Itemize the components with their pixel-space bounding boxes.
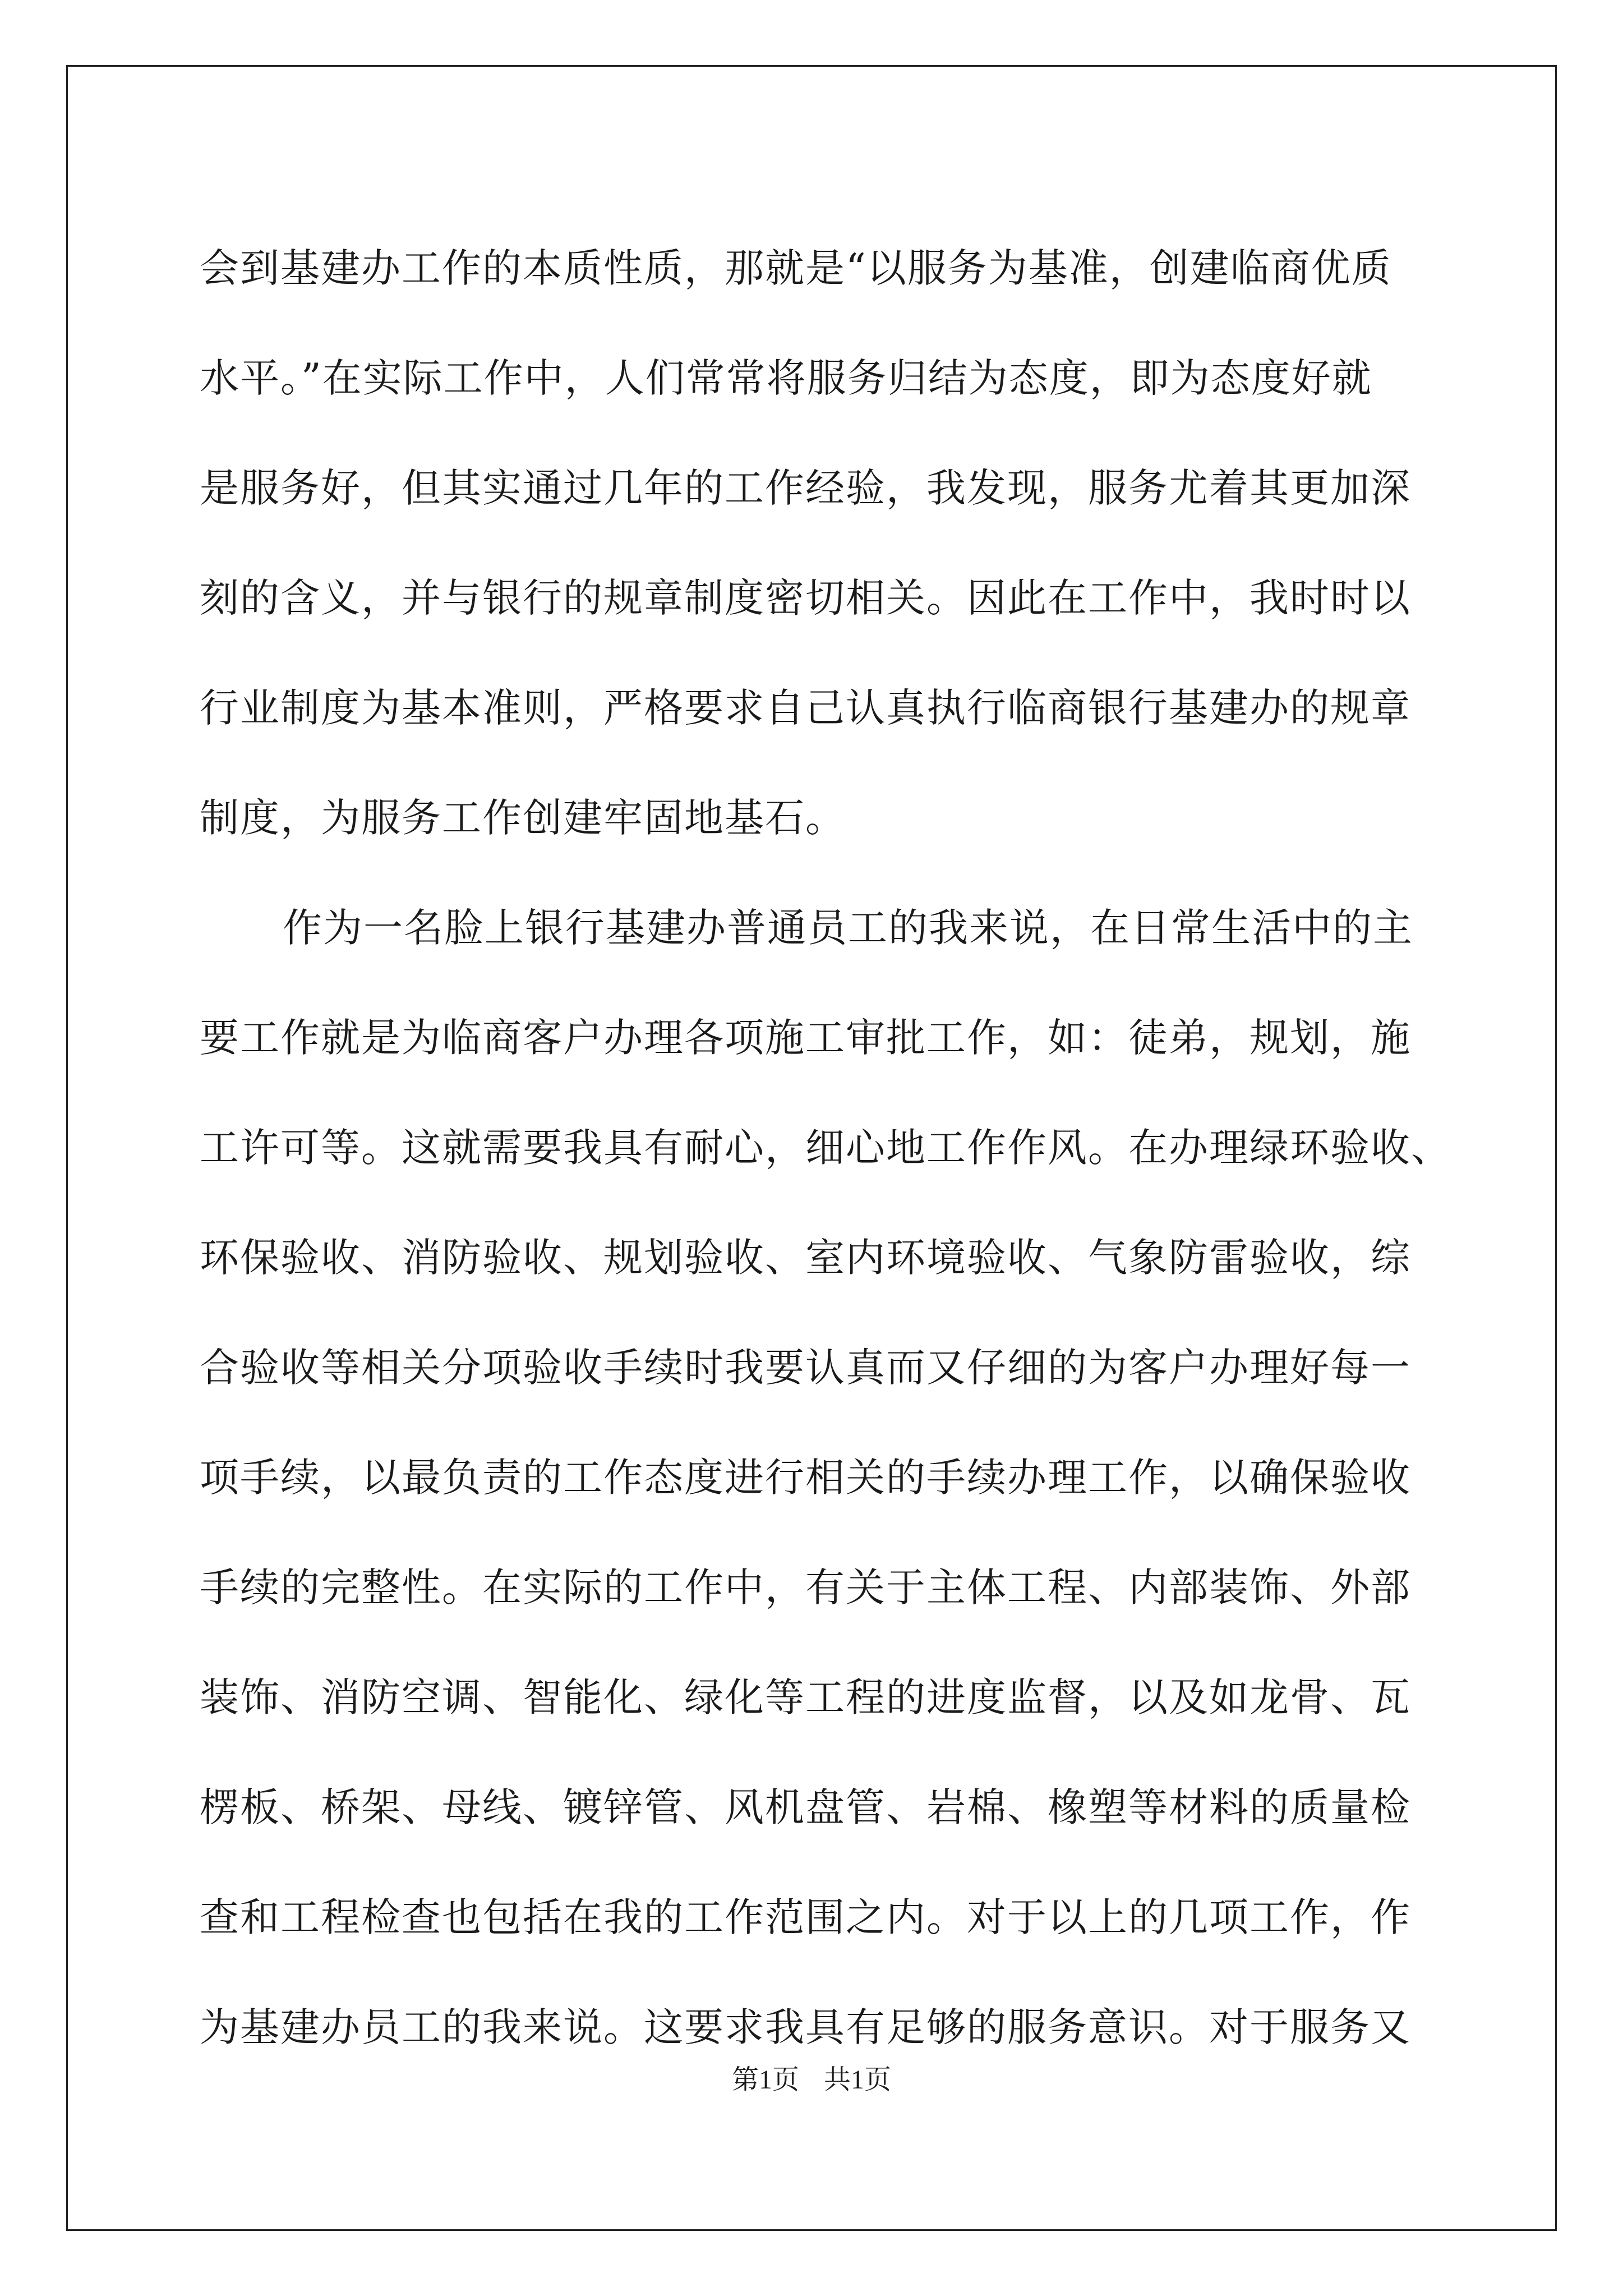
text-line: 是服务好，但其实通过几年的工作经验，我发现，服务尤着其更加深	[200, 465, 1411, 511]
text-line: 工许可等。这就需要我具有耐心，细心地工作作风。在办理绿环验收、	[200, 1125, 1451, 1171]
text-line: 水平。”在实际工作中，人们常常将服务归结为态度，即为态度好就	[200, 355, 1372, 401]
text-line: 为基建办员工的我来说。这要求我具有足够的服务意识。对于服务又	[200, 2004, 1411, 2050]
text-line: 行业制度为基本准则，严格要求自己认真执行临商银行基建办的规章	[200, 685, 1411, 731]
document-body	[200, 213, 1451, 2082]
text-line: 环保验收、消防验收、规划验收、室内环境验收、气象防雷验收，综	[200, 1235, 1411, 1281]
text-line: 会到基建办工作的本质性质，那就是“以服务为基准，创建临商优质	[200, 245, 1392, 291]
text-line: 手续的完整性。在实际的工作中，有关于主体工程、内部装饰、外部	[200, 1565, 1411, 1611]
page-footer	[0, 2058, 1623, 2096]
page-total: 共1页	[824, 2065, 892, 2095]
text-line: 装饰、消防空调、智能化、绿化等工程的进度监督，以及如龙骨、瓦	[200, 1674, 1411, 1720]
text-line: 合验收等相关分项验收手续时我要认真而又仔细的为客户办理好每一	[200, 1345, 1411, 1391]
text-line: 项手续，以最负责的工作态度进行相关的手续办理工作，以确保验收	[200, 1455, 1411, 1501]
text-line: 制度，为服务工作创建牢固地基石。	[200, 795, 846, 841]
text-line: 刻的含义，并与银行的规章制度密切相关。因此在工作中，我时时以	[200, 575, 1411, 621]
page-number: 第1页	[731, 2065, 799, 2095]
text-line: 要工作就是为临商客户办理各项施工审批工作，如：徒弟，规划，施	[200, 1015, 1411, 1061]
text-line: 楞板、桥架、母线、镀锌管、风机盘管、岩棉、橡塑等材料的质量检	[200, 1784, 1411, 1830]
text-line-indented: 作为一名脸上银行基建办普通员工的我来说，在日常生活中的主	[283, 905, 1413, 951]
text-line: 查和工程检查也包括在我的工作范围之内。对于以上的几项工作，作	[200, 1894, 1411, 1940]
